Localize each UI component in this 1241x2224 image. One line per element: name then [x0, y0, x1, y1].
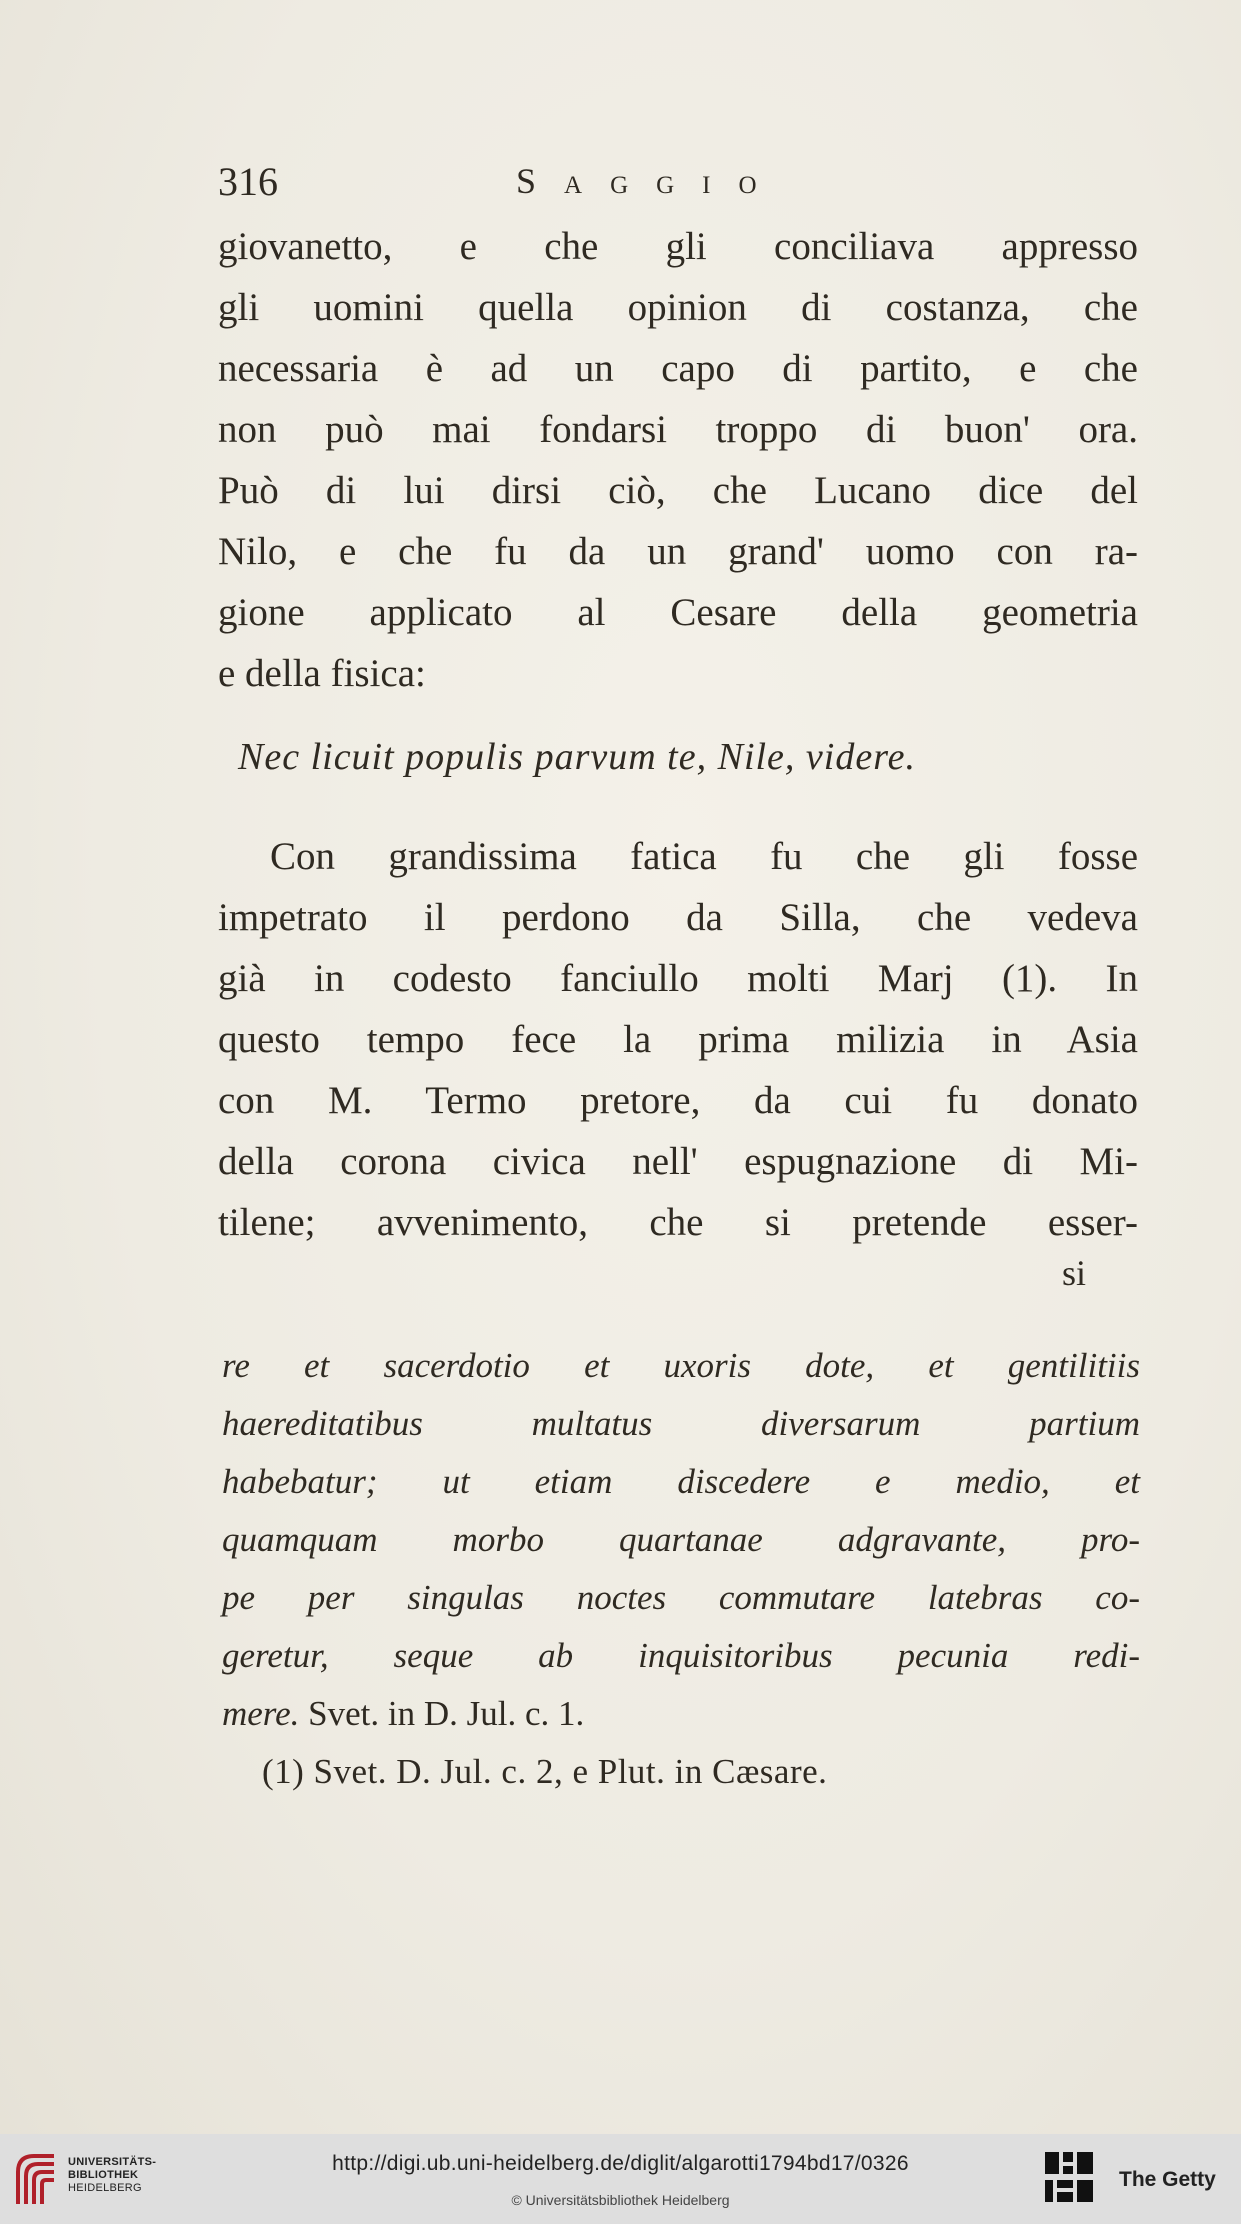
text-line: gione applicato al Cesare della geometria	[218, 591, 1138, 634]
footnote-reference: (1) Svet. D. Jul. c. 2, e Plut. in Cæsare.	[262, 1752, 828, 1791]
verse-quotation: Nec licuit populis parvum te, Nile, videre.	[238, 736, 916, 778]
catchword: si	[1062, 1253, 1087, 1293]
text-line: già in codesto fanciullo molti Marj (1). In	[218, 957, 1138, 1000]
text-line: gli uomini quella opinion di costanza, che	[218, 286, 1138, 329]
footnote-line	[222, 1685, 1140, 1743]
ub-line: HEIDELBERG	[68, 2182, 142, 2194]
footnote-line: pe per singulas noctes commutare latebras co-	[222, 1578, 1140, 1617]
text-line: e della fisica:	[218, 652, 426, 695]
running-title: Saggio	[516, 161, 785, 201]
footnote-line: re et sacerdotio et uxoris dote, et gentilitiis	[222, 1346, 1140, 1385]
text-line: impetrato il perdono da Silla, che vedeva	[218, 896, 1138, 939]
getty-label: The Getty	[1119, 2168, 1216, 2191]
text-line: con M. Termo pretore, da cui fu donato	[218, 1079, 1138, 1122]
text-line: Può di lui dirsi ciò, che Lucano dice del	[218, 469, 1138, 512]
footnote-italic-end: mere.	[222, 1694, 300, 1733]
text-line: necessaria è ad un capo di partito, e che	[218, 347, 1138, 390]
text-line: giovanetto, e che gli conciliava appresso	[218, 225, 1138, 268]
text-line: questo tempo fece la prima milizia in Asia	[218, 1018, 1138, 1061]
permalink-url[interactable]: http://digi.ub.uni-heidelberg.de/diglit/algarotti1794bd17/0326	[332, 2152, 909, 2175]
ub-line: BIBLIOTHEK	[68, 2169, 139, 2181]
page-number: 316	[218, 159, 278, 204]
footnote-latin	[222, 1337, 1140, 1743]
text-line: Nilo, e che fu da un grand' uomo con ra-	[218, 530, 1138, 573]
getty-logo-icon	[1043, 2150, 1095, 2206]
text-line: della corona civica nell' espugnazione di Mi-	[218, 1140, 1138, 1183]
footnote-citation: Svet. in D. Jul. c. 1.	[299, 1694, 585, 1733]
footnote-line: haereditatibus multatus diversarum partium	[222, 1404, 1140, 1443]
footnote-line: quamquam morbo quartanae adgravante, pro-	[222, 1520, 1140, 1559]
body-paragraph-1	[218, 216, 1138, 704]
text-line: Con grandissima fatica fu che gli fosse	[270, 835, 1138, 878]
footnote-line: habebatur; ut etiam discedere e medio, et	[222, 1462, 1140, 1501]
body-paragraph-2	[218, 826, 1138, 1253]
footer-bar	[0, 2134, 1241, 2224]
copyright-notice: © Universitätsbibliothek Heidelberg	[511, 2192, 730, 2208]
ub-line: UNIVERSITÄTS-	[68, 2156, 157, 2168]
getty-logo[interactable]	[1043, 2148, 1233, 2212]
text-line: non può mai fondarsi troppo di buon' ora.	[218, 408, 1138, 451]
page-header	[218, 158, 1138, 208]
text-line: tilene; avvenimento, che si pretende esser-	[218, 1201, 1138, 1244]
footnote-line: geretur, seque ab inquisitoribus pecunia redi-	[222, 1636, 1140, 1675]
